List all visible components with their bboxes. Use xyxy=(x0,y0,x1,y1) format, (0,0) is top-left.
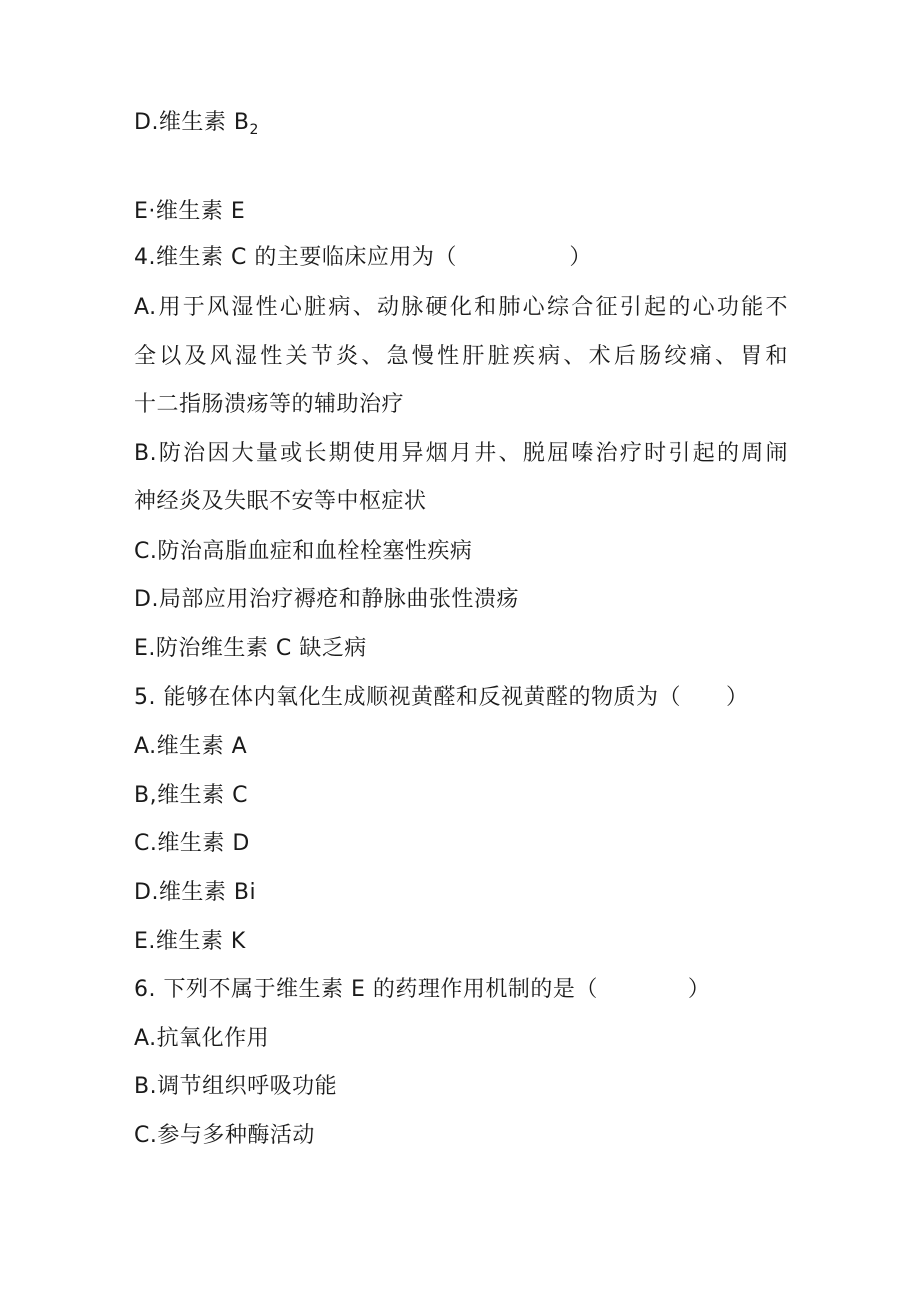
q4-option-a-line3: 十二指肠溃疡等的辅助治疗 xyxy=(134,392,405,417)
q6-option-b: B.调节组织呼吸功能 xyxy=(134,1074,338,1099)
q6-option-a: A.抗氧化作用 xyxy=(134,1026,270,1051)
q4-option-c: C.防治高脂血症和血栓栓塞性疾病 xyxy=(134,539,473,564)
q5-option-c: C.维生素 D xyxy=(134,831,250,856)
q6-stem: 6. 下列不属于维生素 E 的药理作用机制的是（ ） xyxy=(134,977,711,1002)
q4-option-a-line2: 全以及风湿性关节炎、急慢性肝脏疾病、术后肠绞痛、胃和 xyxy=(134,344,788,369)
q3-option-d-text: D.维生素 B xyxy=(134,110,250,135)
q5-option-d: D.维生素 Bi xyxy=(134,880,257,905)
q4-option-e: E.防治维生素 C 缺乏病 xyxy=(134,636,367,661)
q5-option-e: E.维生素 K xyxy=(134,929,246,954)
q6-option-c: C.参与多种酶活动 xyxy=(134,1123,315,1148)
q5-option-a: A.维生素 A xyxy=(134,734,248,759)
q4-option-d: D.局部应用治疗褥疮和静脉曲张性溃疡 xyxy=(134,587,519,612)
q4-stem: 4.维生素 C 的主要临床应用为（ ） xyxy=(134,245,592,270)
q4-option-a-line1: A.用于风湿性心脏病、动脉硬化和肺心综合征引起的心功能不 xyxy=(134,295,788,320)
q3-option-e: E·维生素 E xyxy=(134,199,246,224)
q5-option-b: B,维生素 C xyxy=(134,783,248,808)
q5-stem: 5. 能够在体内氧化生成顺视黄醛和反视黄醛的物质为（ ） xyxy=(134,685,749,710)
q3-option-d xyxy=(134,108,259,145)
q4-option-b-line1: B.防治因大量或长期使用异烟月井、脱屈嗪治疗时引起的周闹 xyxy=(134,441,788,466)
q3-option-d-subscript: 2 xyxy=(249,122,259,138)
q4-option-b-line2: 神经炎及失眠不安等中枢症状 xyxy=(134,489,427,514)
